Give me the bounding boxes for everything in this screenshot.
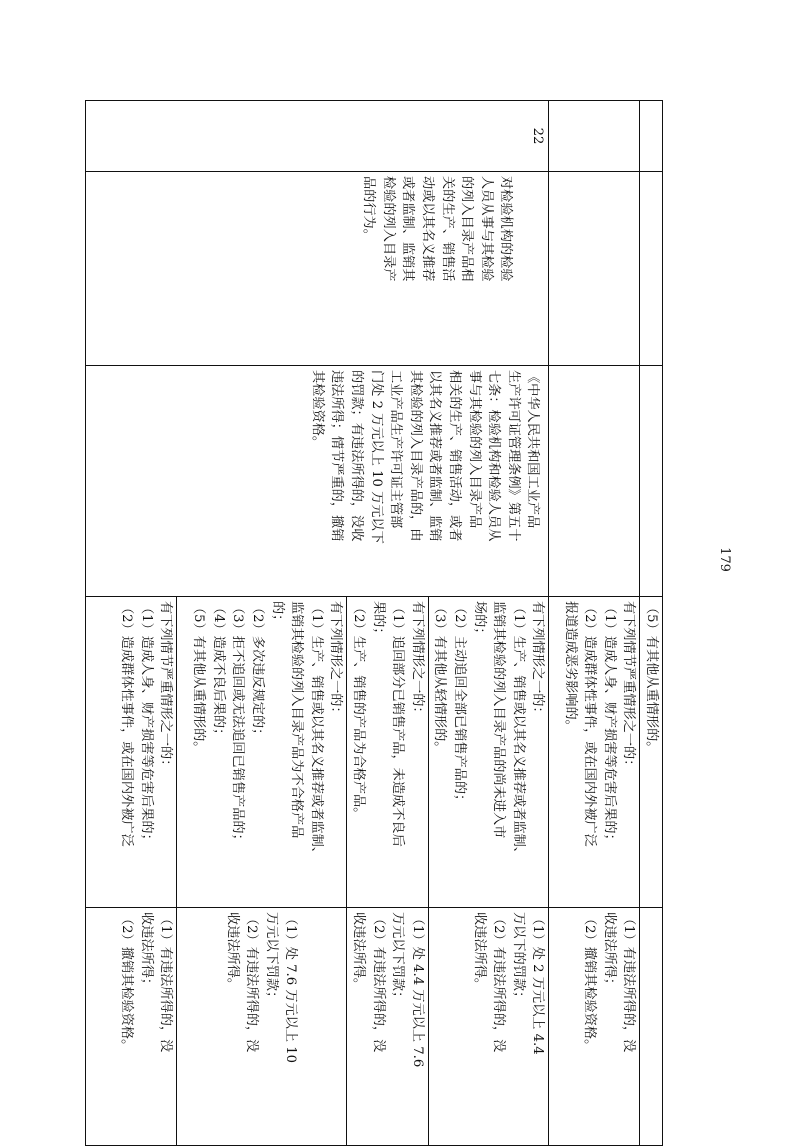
penalty-cell [177, 908, 347, 1146]
penalty-line: （2）撤销其检验资格。 [582, 912, 598, 1053]
facts-cell [549, 597, 640, 908]
table-row [549, 101, 640, 1146]
act-line: 品的行为。 [361, 176, 377, 242]
penalty-line: 万元以下罚款； [263, 912, 279, 1005]
facts-cell [347, 597, 428, 908]
facts-cell [177, 597, 347, 908]
penalty-line: 收违法所得。 [471, 912, 487, 992]
penalty-cell [86, 908, 177, 1146]
fact-line: （5）有其他从重情形的。 [191, 601, 207, 755]
fact-line: 监销其检验的列入目录产品为不合格产品 [289, 601, 305, 839]
penalty-line: （2）有违法所得的，没 [491, 912, 507, 1053]
law-line: 门处 2 万元以上 10 万元以下 [368, 370, 384, 544]
fact-line: （1）生产、销售或以其名义推荐或者监制、 [308, 601, 324, 860]
illegal-act-cell [86, 172, 549, 366]
fact-line: （2）主动追回全部已销售产品的； [452, 601, 468, 808]
law-line: 的罚款；有违法所得的，没收 [349, 370, 365, 542]
prev-row-number-cell [640, 101, 663, 172]
penalty-cell [640, 908, 663, 1146]
rotated-table-container [110, 100, 663, 1100]
law-line: 生产许可证管理条例》第五十 [505, 370, 521, 542]
fact-line: （5）有其他从重情形的。 [644, 601, 659, 755]
act-line: 动或以其名义推荐 [420, 176, 436, 282]
fact-line: 报道造成恶劣影响的。 [562, 601, 578, 733]
law-line: 相关的生产、销售活动，或者 [447, 370, 463, 542]
penalty-line: （1）处 4.4 万元以上 7.6 [409, 912, 425, 1068]
fact-line: 监销其检验的列入目录产品的尚未进入市 [491, 601, 507, 839]
penalty-line: （2）撤销其检验资格。 [119, 912, 135, 1053]
penalty-line: 万元以下罚款； [390, 912, 406, 1005]
table-row [428, 101, 549, 1146]
prev-law-cell [640, 366, 663, 597]
act-line: 或者监制、监销其 [400, 176, 416, 282]
fact-line: 有下列情形之一的： [409, 601, 425, 720]
page-number: 179 [716, 547, 732, 572]
penalty-line: （1）处 2 万元以上 4.4 [530, 912, 546, 1055]
law-line: 工业产品生产许可证主管部 [388, 370, 404, 529]
fact-line: （1）造成人身、财产损害等危害后果的； [138, 601, 154, 847]
fact-line: 的； [269, 601, 285, 628]
fact-line: （1）造成人身、财产损害等危害后果的； [601, 601, 617, 847]
penalty-line: 收违法所得； [601, 912, 617, 992]
act-line: 的列入目录产品相 [459, 176, 475, 282]
fact-line: （2）造成群体性事件，或在国内外被广泛 [582, 601, 598, 847]
prev-row-number-cell [549, 101, 640, 172]
penalty-line: 收违法所得； [138, 912, 154, 992]
penalty-line: （1）有违法所得的，没 [158, 912, 174, 1053]
prev-act-cell [640, 172, 663, 366]
fact-line: （3）拒不追回或无法追回已销售产品的； [230, 601, 246, 847]
fact-line: （2）造成群体性事件，或在国内外被广泛 [119, 601, 135, 847]
penalty-line: 收违法所得。 [351, 912, 367, 992]
facts-cell [428, 597, 549, 908]
penalty-cell [347, 908, 428, 1146]
facts-cell [640, 597, 663, 908]
law-line: 违法所得；情节严重的，撤销 [329, 370, 345, 542]
table-row [640, 101, 663, 1146]
prev-law-cell [549, 366, 640, 597]
row-number-cell: 22 [86, 101, 549, 172]
penalty-line: 收违法所得。 [224, 912, 240, 992]
act-line: 检验的列入目录产 [380, 176, 396, 282]
fact-line: （4）造成不良后果的； [210, 601, 226, 742]
fact-line: 场的； [471, 601, 487, 641]
penalty-line: （1）处 7.6 万元以上 10 [283, 912, 299, 1064]
penalty-line: 万以下的罚款； [510, 912, 526, 1005]
penalty-line: （2）有违法所得的，没 [244, 912, 260, 1053]
fact-line: （2）多次违反规定的； [250, 601, 266, 742]
fact-line: 果的； [370, 601, 386, 641]
law-line: 以其名义推荐或者监制、监销 [427, 370, 443, 542]
fact-line: （2）生产、销售的产品为合格产品。 [351, 601, 367, 821]
law-line: 事与其检验的列入目录产品 [466, 370, 482, 529]
penalty-line: （1）有违法所得的，没 [621, 912, 637, 1053]
law-line: 其检验资格。 [309, 370, 325, 450]
fact-line: 有下列情形之一的： [328, 601, 344, 720]
legal-basis-cell [86, 366, 549, 597]
law-line: 七条：检验机构和检验人员从 [486, 370, 502, 542]
fact-line: （3）有其他从轻情形的。 [432, 601, 448, 755]
penalty-cell [549, 908, 640, 1146]
act-line: 对检验机构的检验 [498, 176, 514, 282]
penalty-cell [428, 908, 549, 1146]
law-line: 其检验的列入目录产品的，由 [407, 370, 423, 542]
prev-act-cell [549, 172, 640, 366]
law-line: 《中华人民共和国工业产品 [525, 370, 541, 529]
act-line: 关的生产、销售活 [439, 176, 455, 282]
fact-line: 有下列情节严重情形之一的： [158, 601, 174, 773]
penalty-standard-table [85, 100, 663, 1146]
facts-cell [86, 597, 177, 908]
penalty-line: （2）有违法所得的，没 [370, 912, 386, 1053]
fact-line: 有下列情节严重情形之一的： [621, 601, 637, 773]
fact-line: （1）生产、销售或以其名义推荐或者监制、 [510, 601, 526, 860]
act-line: 人员从事与其检验 [478, 176, 494, 282]
fact-line: 有下列情形之一的： [530, 601, 546, 720]
fact-line: （1）追回部分已销售产品，未造成不良后 [390, 601, 406, 847]
